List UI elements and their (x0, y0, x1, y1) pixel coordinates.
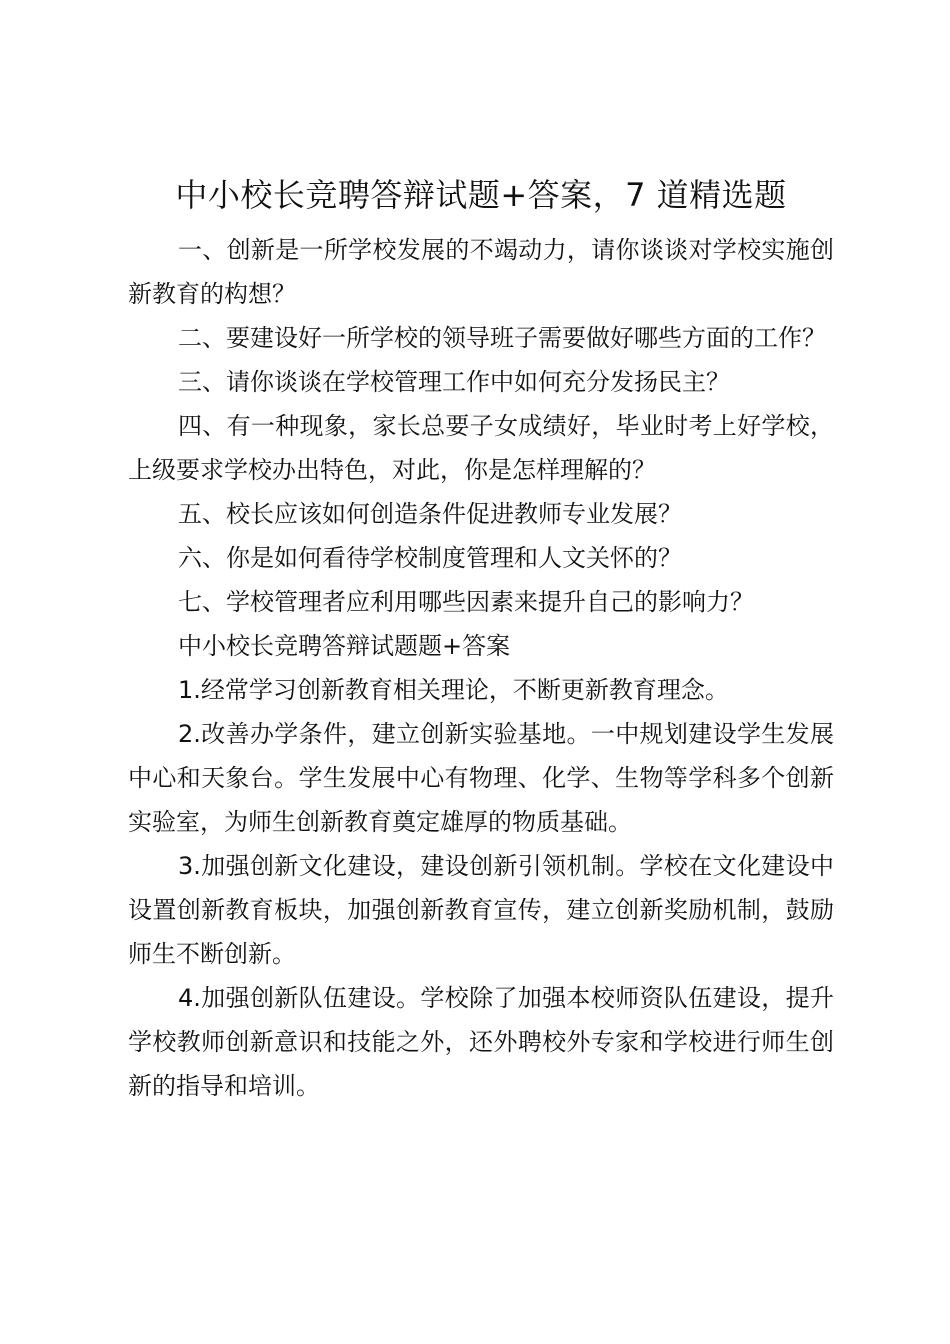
question-3: 三、请你谈谈在学校管理工作中如何充分发扬民主？ (178, 368, 730, 396)
question-4: 四、有一种现象，家长总要子女成绩好，毕业时考上好学校，上级要求学校办出特色，对此，你是怎样理解的？ (128, 412, 834, 484)
answer-item-4: 4.加强创新队伍建设。学校除了加强本校师资队伍建设，提升学校教师创新意识和技能之外，还外聘校外专家和学校进行师生创新的指导和培训。 (128, 984, 834, 1100)
answer-item-3: 3.加强创新文化建设，建设创新引领机制。学校在文化建设中设置创新教育板块，加强创新教育宣传，建立创新奖励机制，鼓励师生不断创新。 (128, 852, 834, 968)
answers-heading: 中小校长竞聘答辩试题题+答案 (178, 632, 511, 660)
answer-item-2: 2.改善办学条件，建立创新实验基地。一中规划建设学生发展中心和天象台。学生发展中心有物理、化学、生物等学科多个创新实验室，为师生创新教育奠定雄厚的物质基础。 (128, 720, 834, 836)
question-6: 六、你是如何看待学校制度管理和人文关怀的？ (178, 544, 682, 572)
question-1: 一、创新是一所学校发展的不竭动力，请你谈谈对学校实施创新教育的构想？ (128, 236, 834, 308)
answer-item-1: 1.经常学习创新教育相关理论，不断更新教育理念。 (178, 676, 729, 704)
document-title: 中小校长竞聘答辩试题+答案，7 道精选题 (175, 176, 787, 214)
question-2: 二、要建设好一所学校的领导班子需要做好哪些方面的工作？ (178, 324, 826, 352)
question-5: 五、校长应该如何创造条件促进教师专业发展？ (178, 500, 682, 528)
document-body (128, 172, 834, 1108)
question-7: 七、学校管理者应利用哪些因素来提升自己的影响力？ (178, 588, 754, 616)
